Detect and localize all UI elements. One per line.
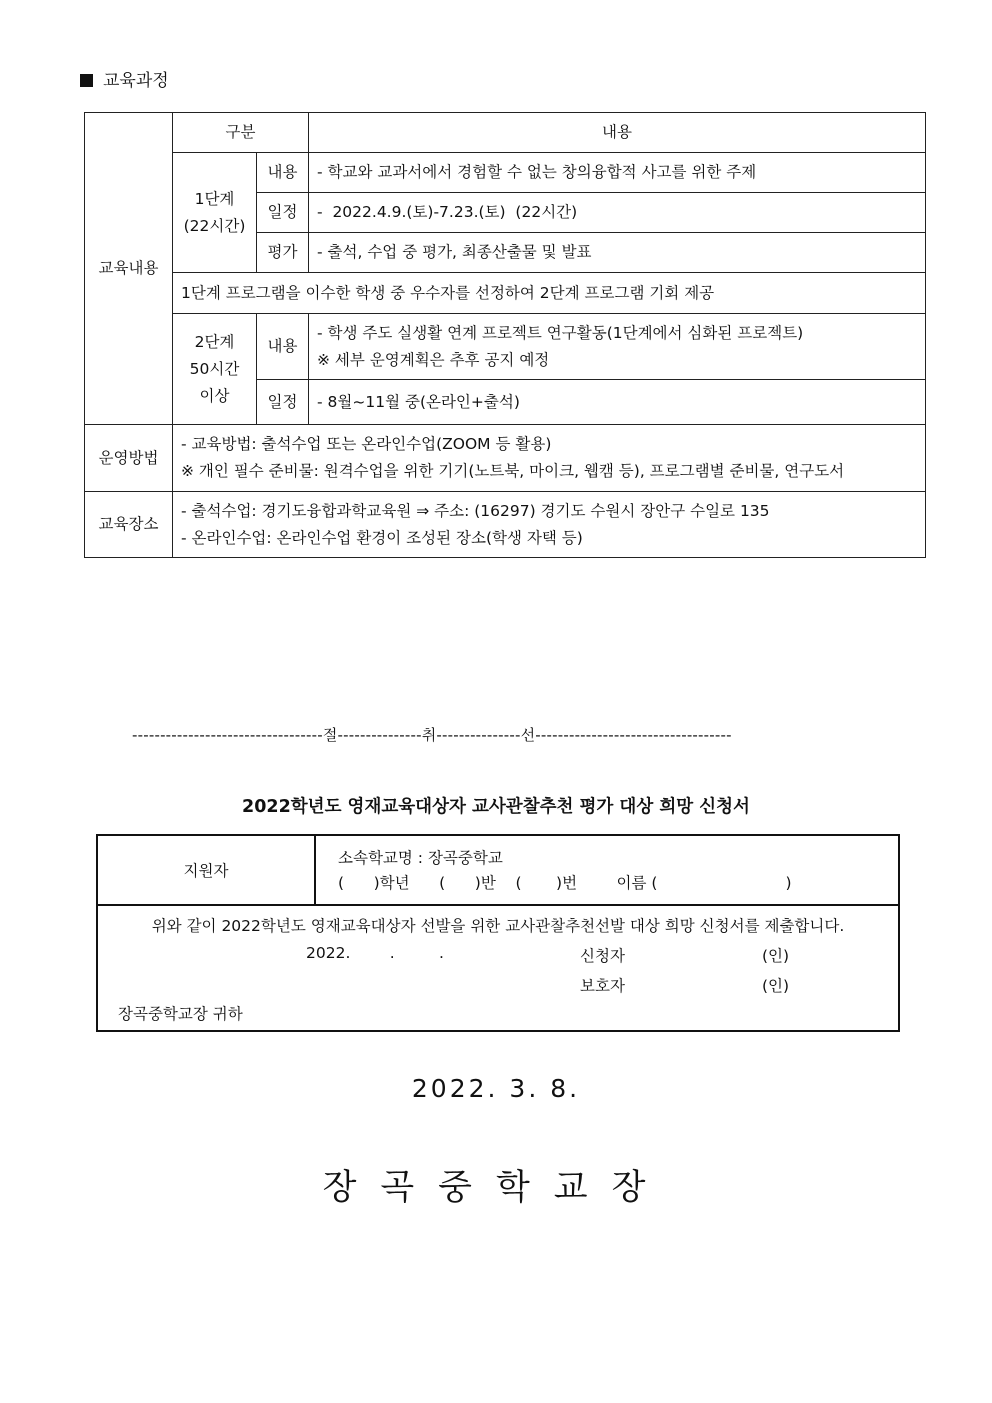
stage2-content xyxy=(309,314,926,380)
stage2-label xyxy=(173,314,257,425)
class-line: ( )학년 ( )반 ( )번 이름 ( ) xyxy=(338,874,792,892)
applicant-seal: (인) xyxy=(762,947,790,965)
cut-line: ----------------------------------절---------------취---------------선----------------------------------- xyxy=(132,726,732,744)
stage1-label-line2: (22시간) xyxy=(183,216,246,235)
applicant-label: 지원자 xyxy=(98,836,316,904)
declaration: 위와 같이 2022학년도 영재교육대상자 선발을 위한 교사관찰추천선발 대상 희망 신청서를 제출합니다. xyxy=(151,917,845,935)
applicant-info xyxy=(316,836,792,904)
stage2-schedule-label: 일정 xyxy=(257,380,309,425)
header-content: 내용 xyxy=(309,113,926,153)
school-line: 소속학교명 : 장곡중학교 xyxy=(338,849,503,867)
stage2-content-label: 내용 xyxy=(257,314,309,380)
application-form xyxy=(96,834,900,1032)
section-title-text: 교육과정 xyxy=(103,71,169,91)
stage2-schedule: - 8월~11월 중(온라인+출석) xyxy=(309,380,926,425)
issuer: 장곡중학교장 xyxy=(322,1168,670,1208)
operation-line2: ※ 개인 필수 준비물: 원격수업을 위한 기기(노트북, 마이크, 웹캠 등), 프로그램별 준비물, 연구도서 xyxy=(181,462,845,480)
stage1-schedule-label: 일정 xyxy=(257,193,309,233)
stage2-label-line3: 이상 xyxy=(199,386,230,405)
stage1-content-label: 내용 xyxy=(257,153,309,193)
operation-label: 운영방법 xyxy=(85,425,173,492)
selection-note: 1단계 프로그램을 이수한 학생 중 우수자를 선정하여 2단계 프로그램 기회 제공 xyxy=(173,273,926,314)
stage2-content-line2: ※ 세부 운영계획은 추후 공지 예정 xyxy=(317,350,550,369)
guardian-seal: (인) xyxy=(762,977,790,995)
curriculum-table xyxy=(84,112,926,558)
form-title: 2022학년도 영재교육대상자 교사관찰추천 평가 대상 희망 신청서 xyxy=(242,797,750,817)
stage1-label-line1: 1단계 xyxy=(194,189,235,208)
applicant-row xyxy=(98,836,898,906)
stage1-eval-label: 평가 xyxy=(257,233,309,273)
header-category: 구분 xyxy=(173,113,309,153)
stage1-schedule: - 2022.4.9.(토)-7.23.(토) (22시간) xyxy=(309,193,926,233)
operation-line1: - 교육방법: 출석수업 또는 온라인수업(ZOOM 등 활용) xyxy=(181,435,552,453)
stage2-content-line1: - 학생 주도 실생활 연계 프로젝트 연구활동(1단계에서 심화된 프로젝트) xyxy=(317,323,804,342)
addressee: 장곡중학교장 귀하 xyxy=(118,1005,243,1023)
stage2-label-line2: 50시간 xyxy=(189,359,240,378)
edu-content-label: 교육내용 xyxy=(85,113,173,425)
location-content xyxy=(173,492,926,558)
location-line1: - 출석수업: 경기도융합과학교육원 ⇒ 주소: (16297) 경기도 수원시 장안구 수일로 135 xyxy=(181,501,770,520)
guardian-sign-label: 보호자 xyxy=(580,977,625,995)
stage1-content: - 학교와 교과서에서 경험할 수 없는 창의융합적 사고를 위한 주제 xyxy=(309,153,926,193)
location-label: 교육장소 xyxy=(85,492,173,558)
stage2-label-line1: 2단계 xyxy=(194,332,235,351)
declaration-row xyxy=(98,906,898,1030)
applicant-sign-label: 신청자 xyxy=(580,947,625,965)
section-title xyxy=(80,66,169,91)
stage1-eval: - 출석, 수업 중 평가, 최종산출물 및 발표 xyxy=(309,233,926,273)
location-line2: - 온라인수업: 온라인수업 환경이 조성된 장소(학생 자택 등) xyxy=(181,528,583,547)
operation-content xyxy=(173,425,926,492)
stage1-label xyxy=(173,153,257,273)
date-blank: 2022. . . xyxy=(306,944,444,962)
square-bullet-icon xyxy=(80,74,93,87)
issue-date: 2022. 3. 8. xyxy=(411,1074,581,1103)
